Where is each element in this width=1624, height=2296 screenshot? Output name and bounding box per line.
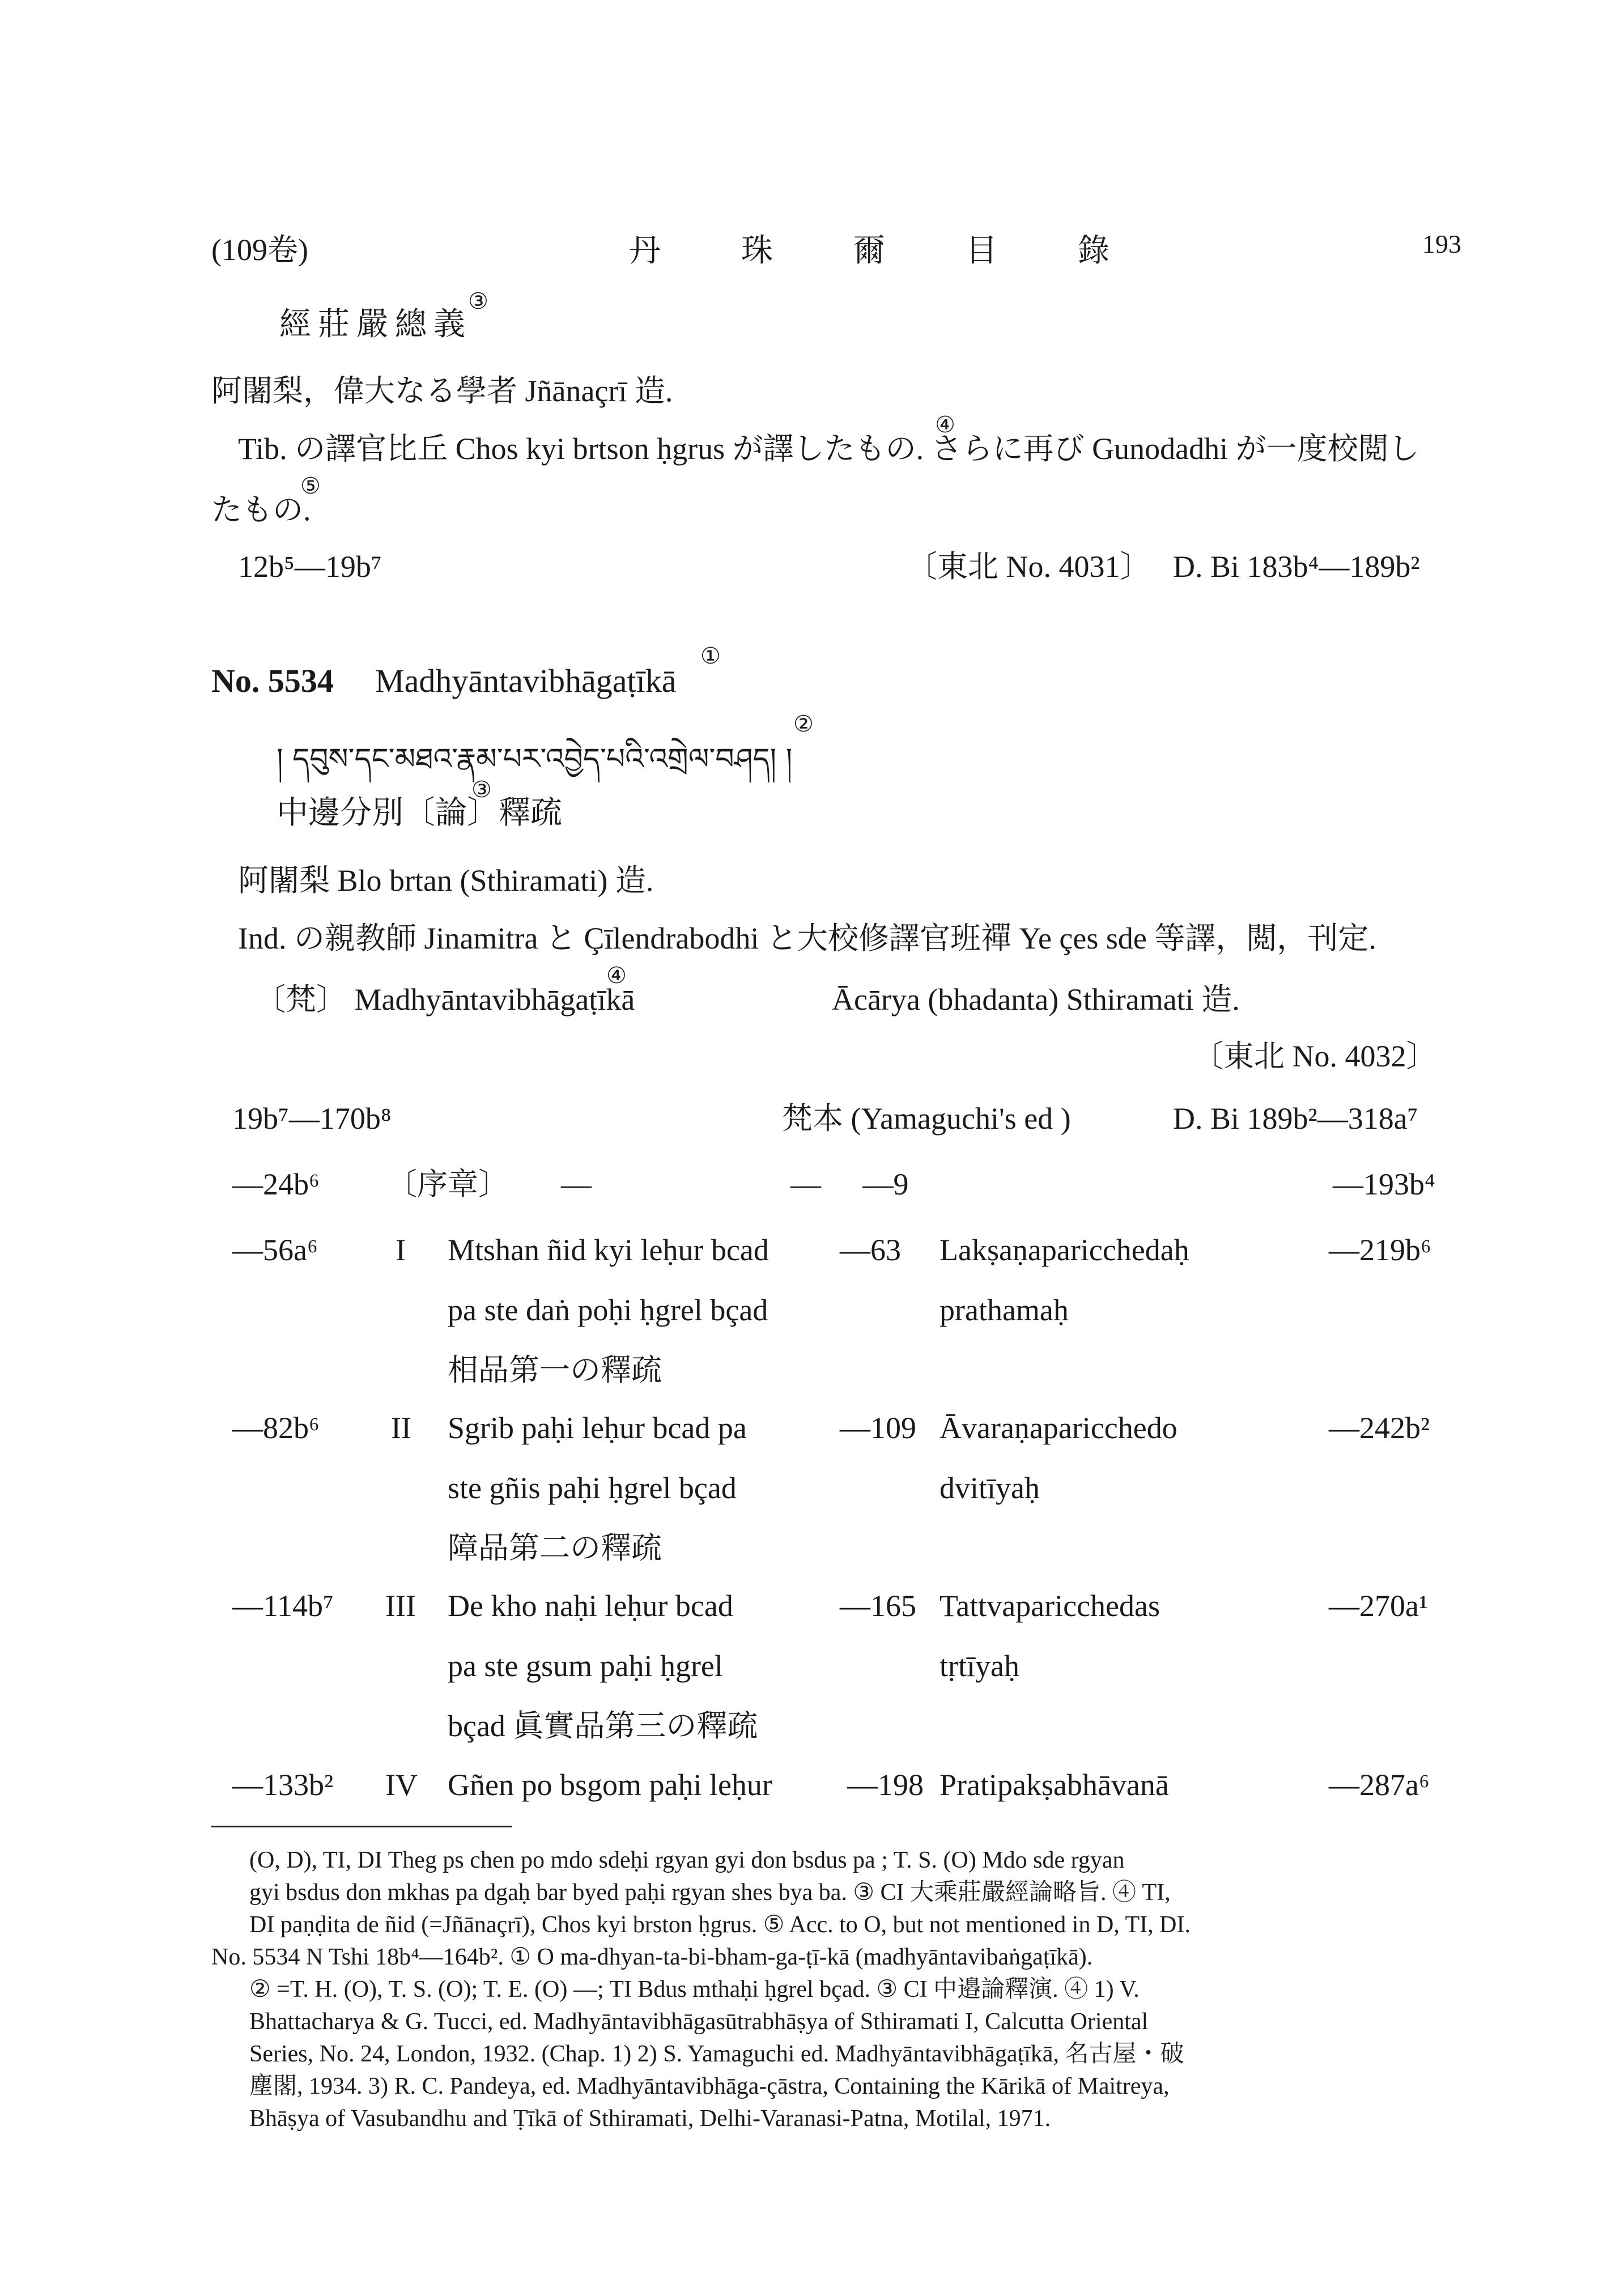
chapter-line: pa ste gsum paḥi ḥgrel [448, 1649, 723, 1683]
footnote-ref: ⑤ [300, 473, 321, 499]
chapter-number: IV [385, 1768, 418, 1802]
chapter-skt-page: —63 [840, 1233, 901, 1267]
footnote-ref: ① [700, 643, 721, 669]
entry-translators: Ind. の親教師 Jinamitra と Çīlendrabodhi と大校修譯官班禪 Ye çes sde 等譯，閲，刊定. [238, 921, 1376, 955]
page-number: 193 [1422, 229, 1461, 258]
chapter-skt-page: —198 [847, 1768, 924, 1802]
chapter-line: — [561, 1167, 592, 1201]
footnote-ref: ④ [606, 963, 627, 988]
chapter-folio: —133b² [232, 1768, 334, 1802]
chapter-folio: —24b⁶ [232, 1167, 320, 1201]
sanskrit-title: 〔梵〕 Madhyāntavibhāgaṭīkā [255, 983, 635, 1017]
chapter-derge: —193b⁴ [1333, 1167, 1435, 1201]
chapter-derge: —287a⁶ [1329, 1768, 1430, 1802]
footnote-line: Bhattacharya & G. Tucci, ed. Madhyāntavibhāgasūtrabhāṣya of Sthiramati I, Calcutta Oriental [249, 2009, 1149, 2035]
chapter-line: 障品第二の釋疏 [448, 1531, 662, 1565]
chinese-title: 中邊分別〔論〕釋疏 [277, 796, 562, 831]
footnote-line: gyi bsdus don mkhas pa dgaḥ bar byed paḥi rgyan shes bya ba. ③ CI 大乘莊嚴經論略旨. ④ TI, [249, 1880, 1171, 1906]
entry-number: No. 5534 [211, 662, 334, 699]
prev-entry-tohoku: 〔東北 No. 4031〕 [907, 550, 1151, 584]
entry-folios: 19b⁷—170b⁸ [232, 1102, 392, 1136]
chapter-skt-title: dvitīyaḥ [939, 1471, 1040, 1505]
prev-entry-derge: D. Bi 183b⁴—189b² [1173, 550, 1420, 584]
footnote-line: Series, No. 24, London, 1932. (Chap. 1) 2) S. Yamaguchi ed. Madhyāntavibhāgaṭīkā, 名古屋・破 [249, 2041, 1184, 2067]
entry-title: Madhyāntavibhāgaṭīkā [375, 662, 677, 699]
footnote-line: Bhāṣya of Vasubandhu and Ṭīkā of Sthiramati, Delhi-Varanasi-Patna, Motilal, 1971. [249, 2106, 1051, 2132]
chapter-folio: —56a⁶ [232, 1233, 318, 1267]
chapter-line: Sgrib paḥi leḥur bcad pa [448, 1411, 747, 1445]
chapter-line: ste gñis paḥi ḥgrel bçad [448, 1471, 737, 1505]
footnote-line: ② =T. H. (O), T. S. (O); T. E. (O) —; TI Bdus mthaḥi ḥgrel bçad. ③ CI 中邉論釋演. ④ 1) V. [249, 1976, 1140, 2002]
page-title: 丹 珠 爾 目 錄 [629, 233, 1146, 269]
footnote-divider [211, 1826, 512, 1827]
chapter-derge: —242b² [1329, 1411, 1430, 1445]
chapter-folio: —82b⁶ [232, 1411, 320, 1445]
chapter-skt-page: —165 [840, 1589, 916, 1623]
chapter-skt-title: prathamaḥ [939, 1293, 1069, 1327]
chapter-line: De kho naḥi leḥur bcad [448, 1589, 733, 1623]
footnote-line: (O, D), TI, DI Theg ps chen po mdo sdeḥi rgyan gyi don bsdus pa ; T. S. (O) Mdo sde rgyan [249, 1847, 1125, 1873]
footnote-ref: ② [793, 711, 814, 737]
chapter-folio: —114b⁷ [232, 1589, 334, 1623]
prev-entry-folios: 12b⁵—19b⁷ [238, 550, 382, 584]
chapter-skt-page: — —9 [790, 1167, 909, 1201]
footnote-ref: ④ [935, 412, 955, 437]
footnote-line: No. 5534 N Tshi 18b⁴—164b². ① O ma-dhyan-ta-bi-bham-ga-ṭī-kā (madhyāntavibaṅgaṭīkā). [211, 1944, 1093, 1970]
chapter-derge: —219b⁶ [1329, 1233, 1431, 1267]
chapter-derge: —270a¹ [1329, 1589, 1429, 1623]
chapter-line: Gñen po bsgom paḥi leḥur [448, 1768, 772, 1802]
chapter-line: 相品第一の釋疏 [448, 1353, 662, 1387]
tibetan-title: ། དབུས་དང་མཐའ་རྣམ་པར་འབྱེད་པའི་འགྲེལ་བཤད། ། [277, 742, 793, 776]
prev-entry-title: 經莊嚴總義 [279, 307, 472, 342]
entry-derge: D. Bi 189b²—318a⁷ [1173, 1102, 1418, 1136]
prev-entry-author: 阿闍梨，偉大なる學者 Jñānaçrī 造. [211, 374, 673, 408]
chapter-skt-title: Lakṣaṇaparicchedaḥ [939, 1233, 1189, 1267]
chapter-skt-title: Pratipakṣabhāvanā [939, 1768, 1169, 1802]
chapter-number: II [391, 1411, 411, 1445]
chapter-skt-title: Āvaraṇaparicchedo [939, 1411, 1177, 1445]
chapter-number: III [385, 1589, 416, 1623]
footnote-ref: ③ [471, 777, 492, 802]
chapter-line: bçad 眞實品第三の釋疏 [448, 1709, 758, 1743]
prev-entry-translation: Tib. の譯官比丘 Chos kyi brtson ḥgrus が譯したもの. さらに再び Gunodadhi が一度校閲し [238, 432, 1419, 466]
chapter-line: pa ste daṅ poḥi ḥgrel bçad [448, 1293, 768, 1327]
chapter-skt-title: tṛtīyaḥ [939, 1649, 1019, 1683]
prev-entry-translation-cont: たもの. [211, 493, 311, 527]
chapter-number: I [396, 1233, 406, 1267]
footnote-line: DI paṇḍita de ñid (=Jñānaçrī), Chos kyi brston ḥgrus. ⑤ Acc. to O, but not mentioned in D, TI, DI. [249, 1912, 1191, 1938]
chapter-skt-page: —109 [840, 1411, 916, 1445]
entry-author: 阿闍梨 Blo brtan (Sthiramati) 造. [238, 864, 654, 898]
chapter-number: 〔序章〕 [386, 1167, 509, 1201]
chapter-skt-title: Tattvaparicchedas [939, 1589, 1160, 1623]
footnote-line: 塵閣, 1934. 3) R. C. Pandeya, ed. Madhyāntavibhāga-çāstra, Containing the Kārikā of Maitreya, [249, 2073, 1170, 2099]
chapter-line: Mtshan ñid kyi leḥur bcad [448, 1233, 769, 1267]
footnote-ref: ③ [468, 288, 488, 314]
sanskrit-edition: 梵本 (Yamaguchi's ed ) [782, 1102, 1071, 1136]
volume-label: (109卷) [211, 233, 308, 267]
entry-tohoku: 〔東北 No. 4032〕 [1193, 1039, 1437, 1073]
sanskrit-author: Ācārya (bhadanta) Sthiramati 造. [832, 983, 1240, 1017]
